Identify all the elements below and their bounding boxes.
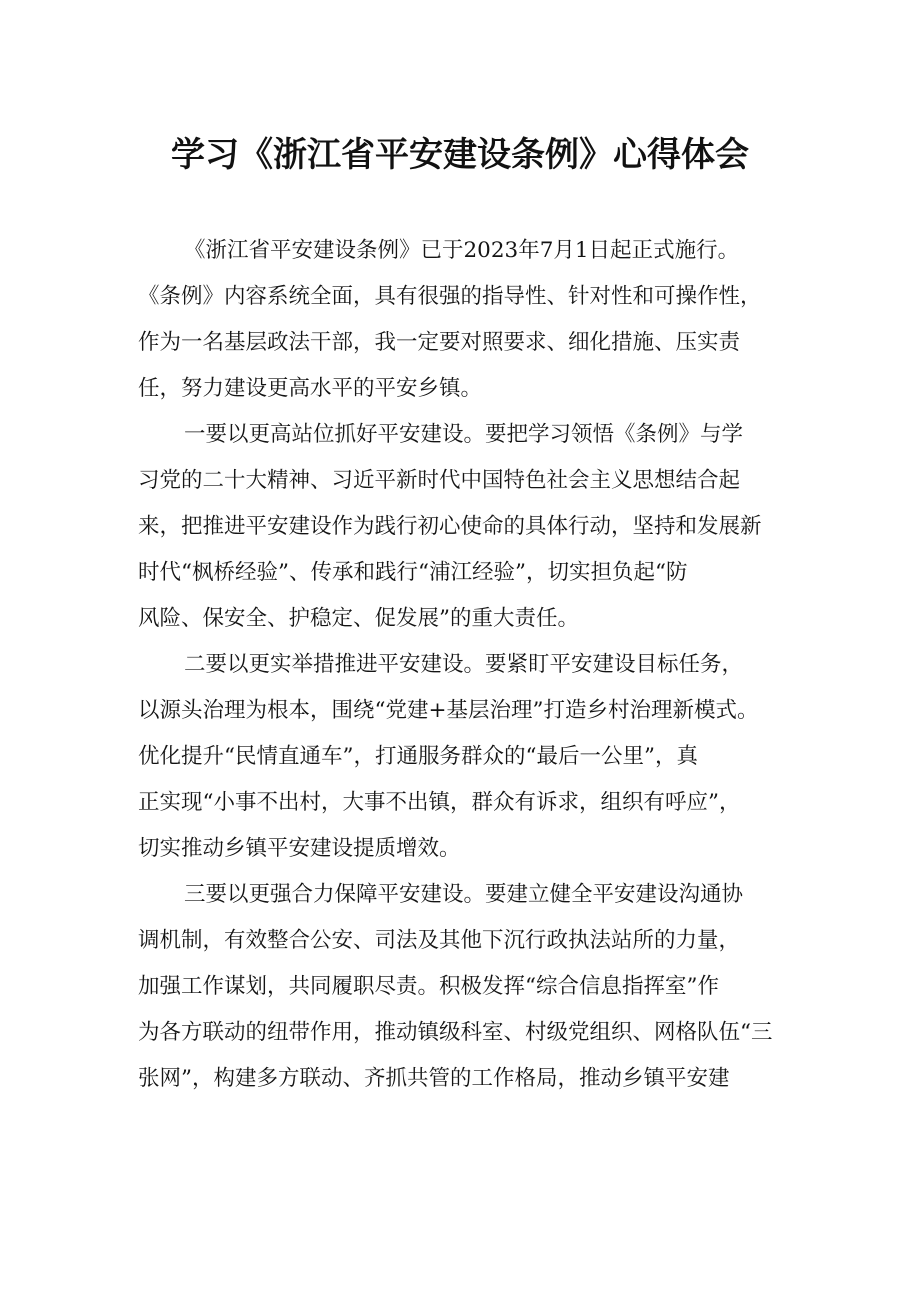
paragraph-2-line-2: 习党的二十大精神、习近平新时代中国特色社会主义思想结合起	[138, 468, 741, 493]
paragraph-3-line-2: 以源头治理为根本，围绕“党建+基层治理”打造乡村治理新模式。	[138, 698, 759, 723]
paragraph-2-line-3: 来，把推进平安建设作为践行初心使命的具体行动，坚持和发展新	[138, 514, 762, 539]
paragraph-3-line-5: 切实推动乡镇平安建设提质增效。	[138, 836, 461, 861]
document-title: 学习《浙江省平安建设条例》心得体会	[171, 135, 749, 175]
paragraph-1-line-4: 任，努力建设更高水平的平安乡镇。	[138, 376, 483, 401]
paragraph-2-line-5: 风险、保安全、护稳定、促发展”的重大责任。	[138, 606, 579, 631]
paragraph-3-line-3: 优化提升“民情直通车”，打通服务群众的“最后一公里”，真	[138, 744, 698, 769]
paragraph-2-line-1: 一要以更高站位抓好平安建设。要把学习领悟《条例》与学	[184, 422, 744, 447]
paragraph-1-line-1: 《浙江省平安建设条例》已于2023年7月1日起正式施行。	[184, 238, 740, 263]
paragraph-4-line-5: 张网”，构建多方联动、齐抓共管的工作格局，推动乡镇平安建	[138, 1066, 730, 1091]
paragraph-4-line-3: 加强工作谋划，共同履职尽责。积极发挥“综合信息指挥室”作	[138, 974, 719, 999]
paragraph-2-line-4: 时代“枫桥经验”、传承和践行“浦江经验”，切实担负起“防	[138, 560, 688, 585]
paragraph-4-line-2: 调机制，有效整合公安、司法及其他下沉行政执法站所的力量，	[138, 928, 741, 953]
paragraph-1-line-3: 作为一名基层政法干部，我一定要对照要求、细化措施、压实责	[138, 330, 741, 355]
paragraph-3-line-1: 二要以更实举措推进平安建设。要紧盯平安建设目标任务，	[184, 652, 744, 677]
paragraph-3-line-4: 正实现“小事不出村，大事不出镇，群众有诉求，组织有呼应”，	[138, 790, 741, 815]
paragraph-4-line-4: 为各方联动的纽带作用，推动镇级科室、村级党组织、网格队伍“三	[138, 1020, 773, 1045]
paragraph-4-line-1: 三要以更强合力保障平安建设。要建立健全平安建设沟通协	[184, 882, 744, 907]
paragraph-1-line-2: 《条例》内容系统全面，具有很强的指导性、针对性和可操作性，	[138, 284, 762, 309]
